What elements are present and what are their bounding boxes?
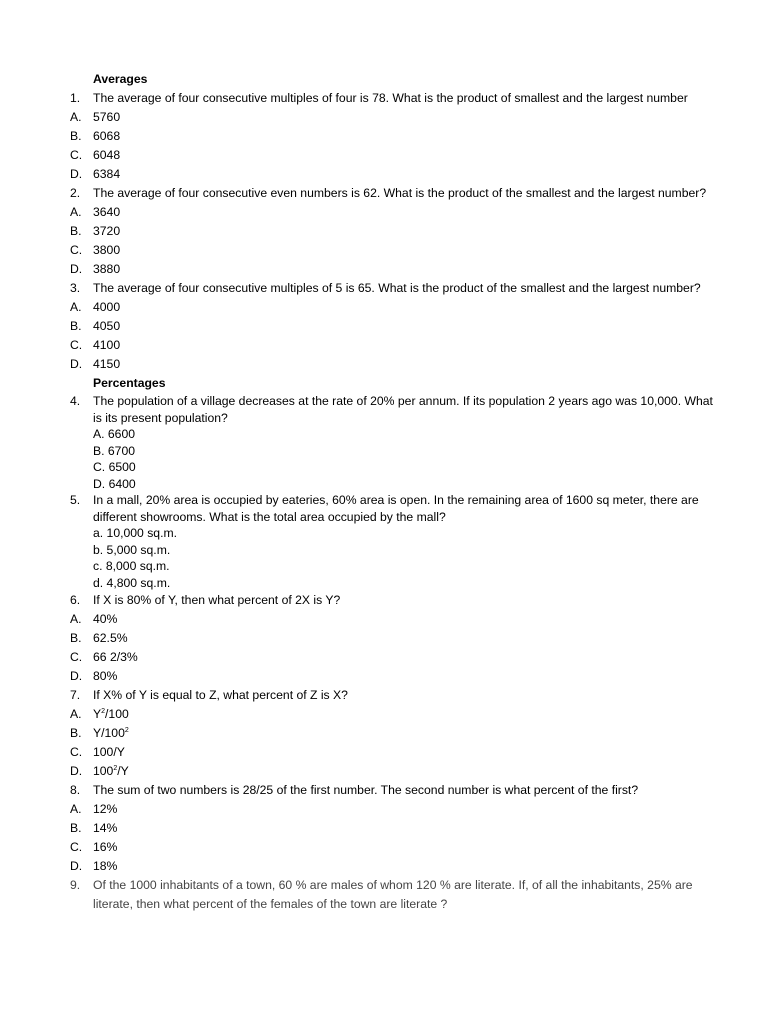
text-main: 62.5% bbox=[93, 631, 128, 645]
text-main: The average of four consecutive multiples of 5 is 65. What is the product of the smallest and the largest number? bbox=[93, 281, 701, 295]
answer-option bbox=[0, 108, 768, 127]
text-main: 80% bbox=[93, 669, 118, 683]
text-main: 14% bbox=[93, 821, 118, 835]
text-main: 6068 bbox=[93, 129, 121, 143]
answer-option bbox=[0, 443, 768, 460]
text-main: Percentages bbox=[93, 376, 166, 390]
answer-option bbox=[0, 629, 768, 648]
text-main: 4050 bbox=[93, 319, 121, 333]
answer-option bbox=[0, 743, 768, 762]
text-main: 4000 bbox=[93, 300, 121, 314]
item-text bbox=[93, 222, 723, 241]
item-text bbox=[93, 443, 723, 460]
list-marker: B. bbox=[70, 631, 82, 645]
answer-option bbox=[0, 336, 768, 355]
list-marker: C. bbox=[70, 840, 83, 854]
text-main: Y bbox=[93, 707, 102, 721]
answer-option bbox=[0, 819, 768, 838]
item-text bbox=[93, 336, 723, 355]
list-marker: 2. bbox=[70, 186, 81, 200]
answer-option bbox=[0, 355, 768, 374]
item-text bbox=[93, 762, 723, 781]
text-main: 40% bbox=[93, 612, 118, 626]
list-marker: 8. bbox=[70, 783, 81, 797]
answer-option bbox=[0, 705, 768, 724]
item-text bbox=[93, 542, 723, 559]
text-main: 5760 bbox=[93, 110, 121, 124]
list-marker: D. bbox=[70, 357, 83, 371]
item-text bbox=[93, 525, 723, 542]
question-item bbox=[0, 492, 768, 525]
list-marker: B. bbox=[70, 129, 82, 143]
answer-option bbox=[0, 838, 768, 857]
item-text bbox=[93, 146, 723, 165]
text-main: D. 6400 bbox=[93, 476, 136, 491]
list-marker: 7. bbox=[70, 688, 81, 702]
list-marker: B. bbox=[70, 821, 82, 835]
text-after: /Y bbox=[117, 764, 129, 778]
text-main: 6048 bbox=[93, 148, 121, 162]
item-text bbox=[93, 575, 723, 592]
item-text bbox=[93, 800, 723, 819]
list-marker: A. bbox=[70, 110, 82, 124]
question-item bbox=[0, 781, 768, 800]
item-text bbox=[93, 492, 723, 525]
question-item bbox=[0, 686, 768, 705]
item-text bbox=[93, 260, 723, 279]
item-text bbox=[93, 203, 723, 222]
answer-option bbox=[0, 298, 768, 317]
text-main: c. 8,000 sq.m. bbox=[93, 559, 170, 573]
item-text bbox=[93, 705, 723, 724]
answer-option bbox=[0, 575, 768, 592]
answer-option bbox=[0, 459, 768, 476]
list-marker: B. bbox=[70, 319, 82, 333]
document-page bbox=[0, 70, 768, 914]
item-text bbox=[93, 857, 723, 876]
item-text bbox=[93, 876, 723, 914]
item-text bbox=[93, 591, 723, 610]
item-text bbox=[93, 241, 723, 260]
text-main: Y/100 bbox=[93, 726, 125, 740]
list-marker: C. bbox=[70, 148, 83, 162]
list-marker: A. bbox=[70, 802, 82, 816]
text-main: a. 10,000 sq.m. bbox=[93, 526, 178, 540]
answer-option bbox=[0, 317, 768, 336]
text-main: In a mall, 20% area is occupied by eateries, 60% area is open. In the remaining area of 1600 sq meter, there are different showrooms. What is the total area occupied by the mall? bbox=[93, 493, 699, 524]
superscript: 2 bbox=[124, 727, 129, 734]
text-main: 4150 bbox=[93, 357, 121, 371]
question-item bbox=[0, 89, 768, 108]
list-marker: C. bbox=[70, 243, 83, 257]
section-heading bbox=[0, 374, 768, 393]
list-marker: C. bbox=[70, 338, 83, 352]
heading-text bbox=[93, 374, 723, 393]
text-main: 18% bbox=[93, 859, 118, 873]
item-text bbox=[93, 838, 723, 857]
list-marker: B. bbox=[70, 224, 82, 238]
text-main: A. 6600 bbox=[93, 427, 136, 441]
question-item bbox=[0, 279, 768, 298]
text-main: If X% of Y is equal to Z, what percent of Z is X? bbox=[93, 688, 348, 702]
item-text bbox=[93, 724, 723, 743]
item-text bbox=[93, 686, 723, 705]
answer-option bbox=[0, 222, 768, 241]
answer-option bbox=[0, 241, 768, 260]
item-text bbox=[93, 127, 723, 146]
list-marker: D. bbox=[70, 669, 83, 683]
item-text bbox=[93, 476, 723, 493]
list-marker: C. bbox=[70, 650, 83, 664]
text-main: 3880 bbox=[93, 262, 121, 276]
answer-option bbox=[0, 165, 768, 184]
item-text bbox=[93, 459, 723, 476]
superscript: 2 bbox=[101, 708, 106, 715]
text-main: 3800 bbox=[93, 243, 121, 257]
text-main: The population of a village decreases at the rate of 20% per annum. If its population 2 years ago was 10,000. What is its present population? bbox=[93, 394, 713, 425]
list-marker: 4. bbox=[70, 394, 81, 408]
answer-option bbox=[0, 610, 768, 629]
text-main: 100/Y bbox=[93, 745, 125, 759]
list-marker: A. bbox=[70, 707, 82, 721]
answer-option bbox=[0, 260, 768, 279]
answer-option bbox=[0, 667, 768, 686]
item-text bbox=[93, 781, 723, 800]
list-marker: A. bbox=[70, 612, 82, 626]
text-main: 66 2/3% bbox=[93, 650, 138, 664]
answer-option bbox=[0, 724, 768, 743]
list-marker: 6. bbox=[70, 593, 81, 607]
heading-text bbox=[93, 70, 723, 89]
question-item bbox=[0, 876, 768, 914]
text-main: 3640 bbox=[93, 205, 121, 219]
text-main: The average of four consecutive multiples of four is 78. What is the product of smallest and the largest number bbox=[93, 91, 688, 105]
item-text bbox=[93, 108, 723, 127]
list-marker: D. bbox=[70, 764, 83, 778]
item-text bbox=[93, 298, 723, 317]
question-item bbox=[0, 184, 768, 203]
text-main: Averages bbox=[93, 72, 148, 86]
item-text bbox=[93, 648, 723, 667]
answer-option bbox=[0, 558, 768, 575]
item-text bbox=[93, 819, 723, 838]
list-marker: 1. bbox=[70, 91, 81, 105]
text-main: 100 bbox=[93, 764, 114, 778]
answer-option bbox=[0, 857, 768, 876]
list-marker: A. bbox=[70, 300, 82, 314]
list-marker: 3. bbox=[70, 281, 81, 295]
answer-option bbox=[0, 426, 768, 443]
answer-option bbox=[0, 800, 768, 819]
item-text bbox=[93, 610, 723, 629]
list-marker: 9. bbox=[70, 878, 81, 892]
text-after: /100 bbox=[105, 707, 129, 721]
list-marker: A. bbox=[70, 205, 82, 219]
question-item bbox=[0, 591, 768, 610]
item-text bbox=[93, 426, 723, 443]
list-marker: D. bbox=[70, 859, 83, 873]
answer-option bbox=[0, 203, 768, 222]
text-main: Of the 1000 inhabitants of a town, 60 % are males of whom 120 % are literate. If, of all the inhabitants, 25% are literate, then what percent of the females of the town are literate ? bbox=[93, 878, 693, 911]
item-text bbox=[93, 629, 723, 648]
list-marker: C. bbox=[70, 745, 83, 759]
item-text bbox=[93, 317, 723, 336]
text-main: If X is 80% of Y, then what percent of 2X is Y? bbox=[93, 593, 341, 607]
list-marker: B. bbox=[70, 726, 82, 740]
section-heading bbox=[0, 70, 768, 89]
question-item bbox=[0, 393, 768, 426]
text-main: C. 6500 bbox=[93, 460, 136, 474]
answer-option bbox=[0, 648, 768, 667]
text-main: 16% bbox=[93, 840, 118, 854]
text-main: The average of four consecutive even numbers is 62. What is the product of the smallest and the largest number? bbox=[93, 186, 707, 200]
item-text bbox=[93, 743, 723, 762]
superscript: 2 bbox=[113, 765, 118, 772]
item-text bbox=[93, 89, 723, 108]
item-text bbox=[93, 165, 723, 184]
text-main: d. 4,800 sq.m. bbox=[93, 575, 171, 590]
item-text bbox=[93, 355, 723, 374]
answer-option bbox=[0, 542, 768, 559]
answer-option bbox=[0, 762, 768, 781]
text-main: b. 5,000 sq.m. bbox=[93, 542, 171, 557]
answer-option bbox=[0, 146, 768, 165]
item-text bbox=[93, 279, 723, 298]
list-marker: D. bbox=[70, 167, 83, 181]
text-main: The sum of two numbers is 28/25 of the first number. The second number is what percent of the first? bbox=[93, 783, 639, 797]
text-main: 4100 bbox=[93, 338, 121, 352]
answer-option bbox=[0, 476, 768, 493]
item-text bbox=[93, 667, 723, 686]
list-marker: D. bbox=[70, 262, 83, 276]
answer-option bbox=[0, 525, 768, 542]
text-main: 12% bbox=[93, 802, 118, 816]
text-main: 6384 bbox=[93, 167, 121, 181]
item-text bbox=[93, 558, 723, 575]
answer-option bbox=[0, 127, 768, 146]
item-text bbox=[93, 393, 723, 426]
item-text bbox=[93, 184, 723, 203]
list-marker: 5. bbox=[70, 493, 81, 507]
text-main: 3720 bbox=[93, 224, 121, 238]
text-main: B. 6700 bbox=[93, 443, 136, 458]
